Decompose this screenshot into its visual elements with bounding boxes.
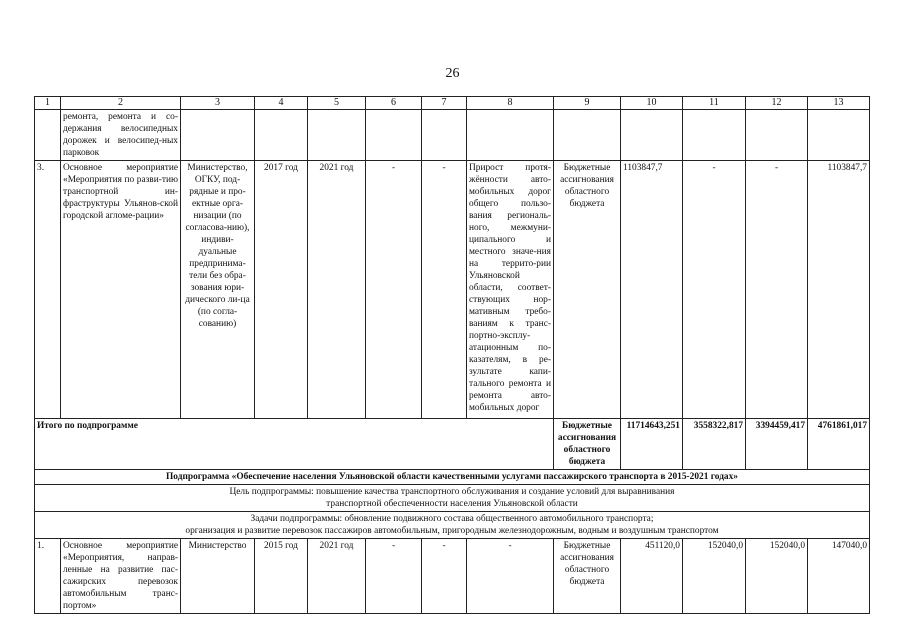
- col-number: 4: [255, 97, 308, 110]
- subtotal-label: Итого по подпрограмме: [35, 419, 554, 470]
- col-number: 6: [366, 97, 422, 110]
- budget-table: [34, 96, 870, 614]
- end-year: 2021 год: [308, 539, 366, 614]
- total-amount: 451120,0: [621, 539, 683, 614]
- col-number: 8: [467, 97, 554, 110]
- column-number-row: [35, 97, 870, 110]
- activity-name: Основное мероприятие «Мероприятия по разви-тию транспортной ин-фраструктуры Ульянов-ской городской агломе-рации»: [61, 161, 181, 419]
- year2-amount: -: [746, 161, 808, 419]
- col-number: 11: [683, 97, 746, 110]
- start-year: 2015 год: [255, 539, 308, 614]
- goal-line-1: Цель подпрограммы: повышение качества транспортного обслуживания и создание условий для выравнивания: [229, 487, 675, 497]
- subtotal-source: Бюджетные ассигнования областного бюджета: [554, 419, 621, 470]
- end-year: 2021 год: [308, 161, 366, 419]
- page-number: 26: [445, 66, 460, 81]
- goal-line-2: транспортной обеспеченности населения Ульяновской области: [326, 499, 578, 509]
- item-1-row: [35, 539, 870, 614]
- col-number: 10: [621, 97, 683, 110]
- col-number: 9: [554, 97, 621, 110]
- col7-value: -: [422, 539, 467, 614]
- col-number: 3: [181, 97, 255, 110]
- executor: Министерство: [181, 539, 255, 614]
- start-year: 2017 год: [255, 161, 308, 419]
- goal-row: [35, 485, 870, 512]
- continuation-name: ремонта, ремонта и со-держания велосипедных дорожек и велосипед-ных парковок: [61, 110, 181, 161]
- col-number: 12: [746, 97, 808, 110]
- year1-amount: -: [683, 161, 746, 419]
- subtotal-year2: 3394459,417: [746, 419, 808, 470]
- subtotal-total: 11714643,251: [621, 419, 683, 470]
- funding-source: Бюджетные ассигнования областного бюджета: [554, 539, 621, 614]
- funding-source: Бюджетные ассигнования областного бюджета: [554, 161, 621, 419]
- tasks-row: [35, 512, 870, 539]
- subprogram-title-row: [35, 470, 870, 485]
- subtotal-row: [35, 419, 870, 470]
- col7-value: -: [422, 161, 467, 419]
- subtotal-year3: 4761861,017: [808, 419, 870, 470]
- tasks-line-1: Задачи подпрограммы: обновление подвижного состава общественного автомобильного транспорта;: [250, 514, 654, 524]
- col-number: 5: [308, 97, 366, 110]
- year1-amount: 152040,0: [683, 539, 746, 614]
- tasks-line-2: организация и развитие перевозок пассажиров автомобильным, пригородным железнодорожным, водным и воздушным транспортом: [185, 526, 719, 536]
- item-3-row: [35, 161, 870, 419]
- indicator: Прирост протя-жённости авто-мобильных дорог общего пользо-вания региональ-ного, межмуни-ципального и местного значе-ния на террито-рии Ульяновской области, соответ-ствующих нор-мативным требо-ваниям к транс-портно-эксплу-атационным по-казателям, в ре-зультате капи-тального ремонта и ремонта авто-мобильных дорог: [467, 161, 554, 419]
- item-number: 3.: [35, 161, 61, 419]
- subprogram-goal: [35, 485, 870, 512]
- year3-amount: 1103847,7: [808, 161, 870, 419]
- item-number: 1.: [35, 539, 61, 614]
- total-amount: 1103847,7: [621, 161, 683, 419]
- year3-amount: 147040,0: [808, 539, 870, 614]
- col-number: 7: [422, 97, 467, 110]
- subprogram-tasks: [35, 512, 870, 539]
- col-number: 2: [61, 97, 181, 110]
- col6-value: -: [366, 161, 422, 419]
- activity-name: Основное мероприятие «Мероприятия, направ-ленные на развитие пас-сажирских перевозок автомобильным транс-портом»: [61, 539, 181, 614]
- col-number: 13: [808, 97, 870, 110]
- subprogram-title: Подпрограмма «Обеспечение населения Ульяновской области качественными услугами пассажирского транспорта в 2015-2021 годах»: [35, 470, 870, 485]
- continuation-row: [35, 110, 870, 161]
- subtotal-year1: 3558322,817: [683, 419, 746, 470]
- indicator: -: [467, 539, 554, 614]
- col6-value: -: [366, 539, 422, 614]
- col-number: 1: [35, 97, 61, 110]
- year2-amount: 152040,0: [746, 539, 808, 614]
- executor: Министерство, ОГКУ, под-рядные и про-ектные орга-низации (по согласова-нию), индиви-дуальные предпринима-тели без обра-зования юри-дического ли-ца (по согла-сованию): [181, 161, 255, 419]
